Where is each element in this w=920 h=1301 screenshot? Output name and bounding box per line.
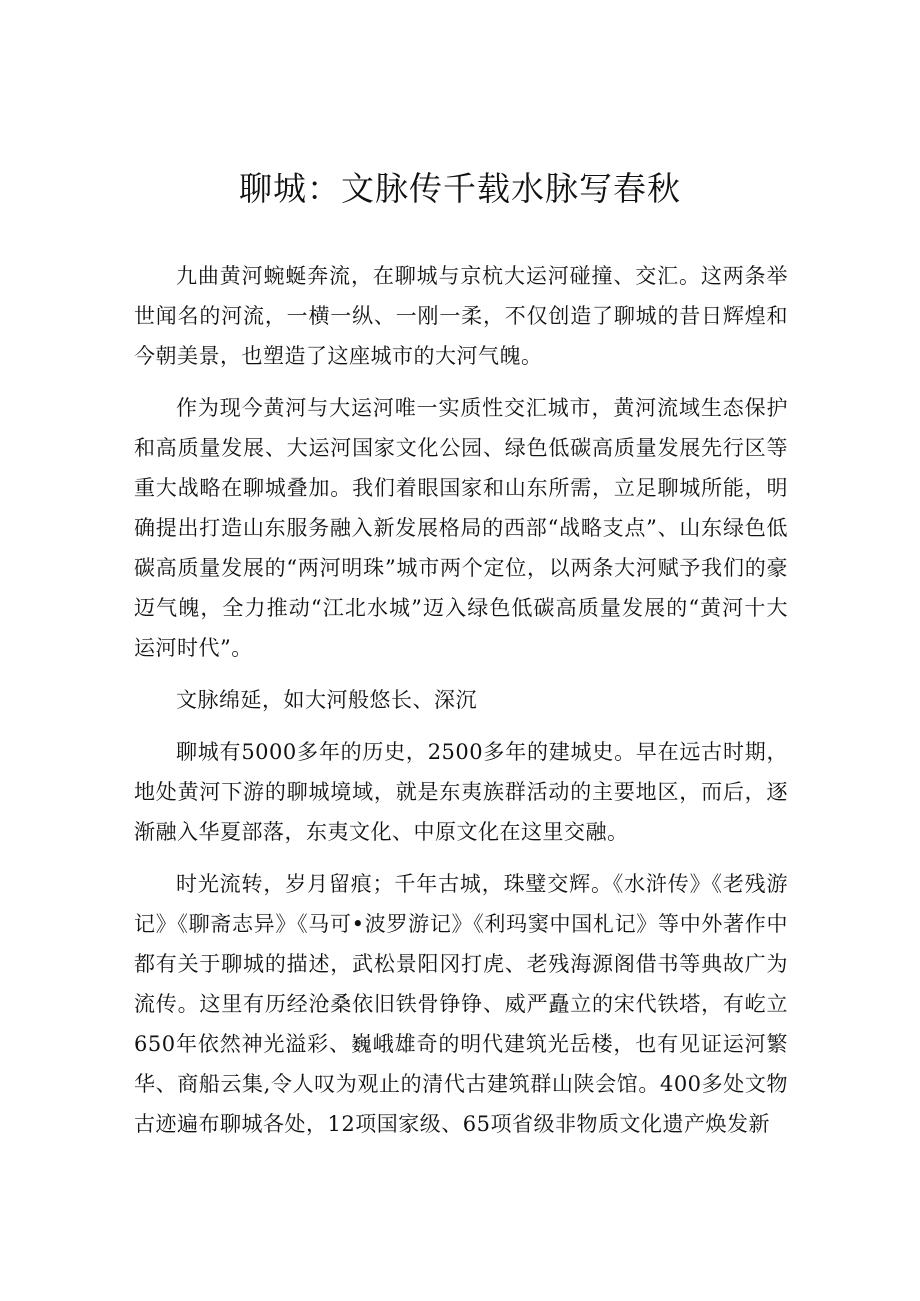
section-heading: 文脉绵延，如大河般悠长、深沉 xyxy=(176,688,477,712)
document-title: 聊城：文脉传千载水脉写春秋 xyxy=(239,169,681,208)
paragraph-heritage: 时光流转，岁月留痕；千年古城，珠璧交辉。《水浒传》《老残游记》《聊斋志异》《马可•波罗游记》《利玛窦中国札记》等中外著作中都有关于聊城的描述，武松景阳冈打虎、老残海源阁借书等典故广为流传。这里有历经沧桑依旧铁骨铮铮、威严矗立的宋代铁塔，有屹立650年依然神光溢彩、巍峨雄奇的明代建筑光岳楼，也有见证运河繁华、商船云集,令人叹为观止的清代古建筑群山陕会馆。400多处文物古迹遍布聊城各处，12项国家级、65项省级非物质文化遗产焕发新 xyxy=(134,872,788,1136)
paragraph-history: 聊城有5000多年的历史，2500多年的建城史。早在远古时期，地处黄河下游的聊城境域，就是东夷族群活动的主要地区，而后，逐渐融入华夏部落，东夷文化、中原文化在这里交融。 xyxy=(134,740,788,844)
document-body xyxy=(134,256,788,1156)
paragraph-strategy: 作为现今黄河与大运河唯一实质性交汇城市，黄河流域生态保护和高质量发展、大运河国家文化公园、绿色低碳高质量发展先行区等重大战略在聊城叠加。我们着眼国家和山东所需，立足聊城所能，明确提出打造山东服务融入新发展格局的西部“战略支点”、山东绿色低碳高质量发展的“两河明珠”城市两个定位，以两条大河赋予我们的豪迈气魄，全力推动“江北水城”迈入绿色低碳高质量发展的“黄河十大运河时代”。 xyxy=(134,396,788,660)
paragraph-intro: 九曲黄河蜿蜒奔流，在聊城与京杭大运河碰撞、交汇。这两条举世闻名的河流，一横一纵、一刚一柔，不仅创造了聊城的昔日辉煌和今朝美景，也塑造了这座城市的大河气魄。 xyxy=(134,264,788,368)
